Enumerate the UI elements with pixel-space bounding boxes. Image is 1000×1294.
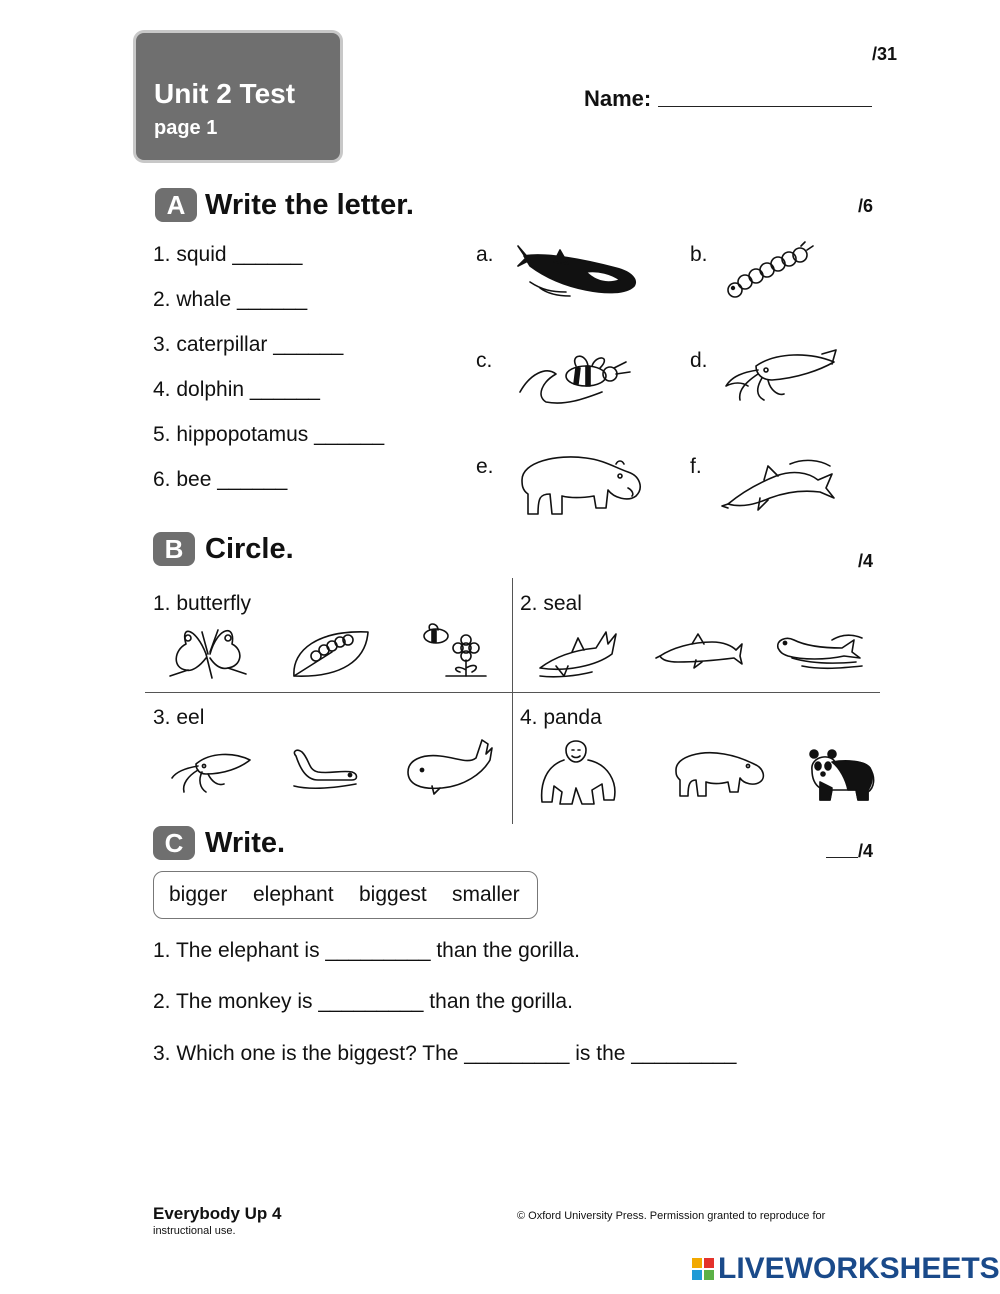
section-b-title: Circle.: [205, 533, 294, 565]
eel-icon[interactable]: [290, 748, 360, 790]
copyright-notice: © Oxford University Press. Permission granted to reproduce for: [517, 1210, 826, 1222]
section-a-score: /6: [858, 196, 874, 216]
circle-question-label: 4. panda: [520, 706, 602, 729]
unit-title: Unit 2 Test: [154, 78, 296, 109]
butterfly-icon[interactable]: [166, 624, 248, 682]
section-a-title: Write the letter.: [205, 189, 414, 221]
word-bank-item: elephant: [253, 883, 334, 906]
fill-in-sentence[interactable]: 1. The elephant is _________ than the gorilla.: [153, 939, 580, 962]
choice-letter-d: d.: [690, 349, 708, 372]
match-item[interactable]: 6. bee ______: [153, 468, 288, 491]
squid-icon[interactable]: [170, 748, 252, 794]
choice-letter-a: a.: [476, 243, 494, 266]
match-item[interactable]: 2. whale ______: [153, 288, 308, 311]
choice-letter-b: b.: [690, 243, 708, 266]
match-item[interactable]: 1. squid ______: [153, 243, 303, 266]
grid-divider-vertical: [512, 578, 513, 824]
match-item[interactable]: 3. caterpillar ______: [153, 333, 344, 356]
whale-icon: [516, 242, 640, 300]
section-c-title: Write.: [205, 827, 286, 859]
section-c-badge: C: [153, 826, 195, 860]
page-subtitle: page 1: [154, 117, 218, 139]
section-a-badge: A: [155, 188, 197, 222]
hippopotamus-icon: [516, 450, 644, 522]
hippopotamus-icon[interactable]: [672, 748, 766, 800]
seal-icon[interactable]: [772, 630, 864, 670]
name-label: Name:: [584, 86, 652, 111]
book-title: Everybody Up 4: [153, 1204, 282, 1223]
panda-icon[interactable]: [808, 748, 876, 802]
dolphin-icon[interactable]: [656, 630, 744, 670]
squid-icon: [722, 348, 842, 404]
match-item[interactable]: 5. hippopotamus ______: [153, 423, 385, 446]
liveworksheets-logo-icon: [692, 1258, 716, 1282]
caterpillar-on-leaf-icon[interactable]: [288, 626, 374, 680]
name-input-line[interactable]: [658, 106, 872, 107]
whale-icon[interactable]: [402, 734, 492, 794]
fill-in-sentence[interactable]: 2. The monkey is _________ than the gorilla.: [153, 990, 573, 1013]
circle-question-label: 3. eel: [153, 706, 205, 729]
gorilla-icon[interactable]: [536, 736, 620, 808]
section-b-score: /4: [858, 551, 874, 571]
dolphin-icon: [720, 454, 836, 516]
caterpillar-icon: [725, 242, 817, 302]
word-bank-item: biggest: [359, 883, 427, 906]
choice-letter-e: e.: [476, 455, 494, 478]
bee-icon: [516, 352, 636, 406]
section-c-score: /4: [858, 841, 874, 861]
usage-note: instructional use.: [153, 1225, 236, 1237]
liveworksheets-brand[interactable]: LIVEWORKSHEETS: [718, 1252, 1000, 1285]
choice-letter-f: f.: [690, 455, 702, 478]
word-bank-item: bigger: [169, 883, 228, 906]
section-b-badge: B: [153, 532, 195, 566]
section-c-score-line: [826, 857, 858, 858]
total-score: /31: [872, 44, 898, 64]
grid-divider-horizontal: [145, 692, 880, 693]
fill-in-sentence[interactable]: 3. Which one is the biggest? The _________ is the _________: [153, 1042, 737, 1065]
word-bank-item: smaller: [452, 883, 520, 906]
circle-question-label: 2. seal: [520, 592, 582, 615]
choice-letter-c: c.: [476, 349, 493, 372]
match-item[interactable]: 4. dolphin ______: [153, 378, 320, 401]
circle-question-label: 1. butterfly: [153, 592, 252, 615]
bee-and-flower-icon[interactable]: [416, 624, 488, 678]
shark-icon[interactable]: [536, 622, 618, 678]
